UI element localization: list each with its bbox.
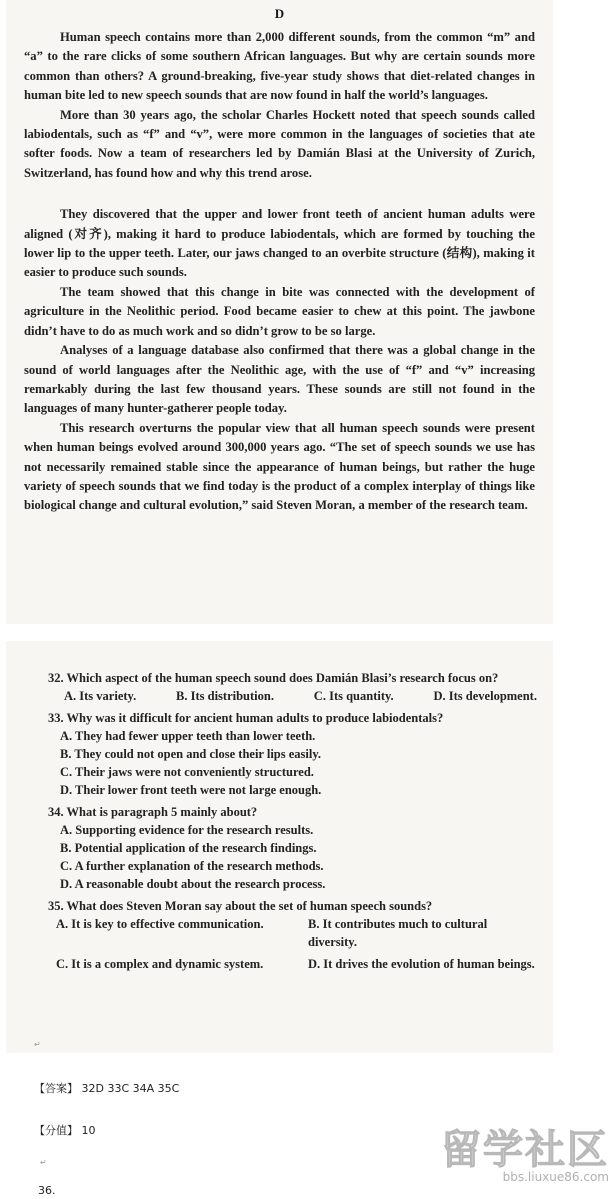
- question-stem: 32. Which aspect of the human speech sound does Damián Blasi’s research focus on?: [48, 671, 499, 685]
- option-c: C. A further explanation of the research methods.: [60, 859, 324, 873]
- passage-paragraph-4: The team showed that this change in bite was connected with the development of agriculture in the Neolithic period. Food became easier to chew at this point. The jawbone didn’t have to do as much work and so didn’t grow to be so large.: [24, 284, 535, 338]
- option-a: A. It is key to effective communication.: [56, 917, 264, 931]
- passage-scan: [6, 0, 553, 624]
- option-c: C. Its quantity.: [313, 689, 394, 703]
- section-letter: D: [274, 6, 285, 21]
- question-34: [48, 803, 537, 893]
- watermark-logo: 留学社区: [441, 1127, 609, 1173]
- paragraph-mark-icon: ↵: [34, 1040, 41, 1049]
- option-d: D. Their lower front teeth were not large enough.: [60, 783, 322, 797]
- option-c: C. Their jaws were not conveniently structured.: [60, 765, 314, 779]
- passage-paragraph-5: Analyses of a language database also confirmed that there was a global change in the sound of world languages after the Neolithic age, with the use of “f” and “v” increasing remarkably during the last few thousand years. These sounds are still not found in the languages of many hunter-gatherer people today.: [24, 343, 535, 416]
- option-d: D. It drives the evolution of human beings.: [308, 957, 535, 971]
- option-b: B. Potential application of the research findings.: [60, 841, 317, 855]
- watermark-url: bbs.liuxue86.com: [502, 1170, 609, 1184]
- question-stem: 35. What does Steven Moran say about the set of human speech sounds?: [48, 899, 433, 913]
- option-a: A. Supporting evidence for the research results.: [60, 823, 314, 837]
- questions-scan: [6, 641, 553, 1053]
- option-b: B. They could not open and close their lips easily.: [60, 747, 322, 761]
- option-b: B. It contributes much to cultural diversity.: [308, 917, 488, 949]
- question-stem: 33. Why was it difficult for ancient human adults to produce labiodentals?: [48, 711, 444, 725]
- paragraph-gap: [24, 183, 535, 205]
- paragraph-mark-icon: ↵: [40, 1158, 47, 1167]
- score-value: 【分值】 10: [34, 1124, 96, 1137]
- passage-paragraph-6: This research overturns the popular view that all human speech sounds were present when human beings evolved around 300,000 years ago. “The set of speech sounds we use has not necessarily remained stable since the appearance of human beings, but rather the huge variety of speech sounds that we find today is the product of a complex interplay of things like biological change and cultural evolution,” said Steven Moran, a member of the research team.: [24, 420, 535, 513]
- option-d: D. A reasonable doubt about the research process.: [60, 877, 326, 891]
- answer-key: 【答案】 32D 33C 34A 35C: [34, 1082, 180, 1095]
- passage-paragraph-3: They discovered that the upper and lower front teeth of ancient human adults were aligned (对齐), making it hard to produce labiodentals, which are formed by touching the lower lip to the upper teeth. Later, our jaws changed to an overbite structure (结构), making it easier to produce such sounds.: [24, 207, 535, 280]
- passage-paragraph-2: More than 30 years ago, the scholar Charles Hockett noted that speech sounds called labiodentals, such as “f” and “v”, were more common in the languages of societies that ate softer foods. Now a team of researchers led by Damián Blasi at the University of Zurich, Switzerland, has found how and why this trend arose.: [24, 107, 535, 180]
- question-33: [48, 709, 537, 799]
- site-watermark: [437, 1128, 609, 1184]
- passage-paragraph-1: Human speech contains more than 2,000 different sounds, from the common “m” and “a” to the rare clicks of some southern African languages. But why are certain sounds more common than others? A ground-breaking, five-year study shows that diet-related changes in human bite led to new speech sounds that are now found in half the world’s languages.: [24, 30, 535, 103]
- option-d: D. Its development.: [433, 689, 537, 703]
- question-35: [48, 897, 537, 973]
- question-32: [48, 669, 537, 705]
- option-b: B. Its distribution.: [176, 689, 274, 703]
- question-stem: 34. What is paragraph 5 mainly about?: [48, 805, 258, 819]
- next-question-number: 36.: [38, 1184, 56, 1197]
- option-c: C. It is a complex and dynamic system.: [56, 957, 264, 971]
- option-a: A. They had fewer upper teeth than lower teeth.: [60, 729, 316, 743]
- option-a: A. Its variety.: [64, 689, 137, 703]
